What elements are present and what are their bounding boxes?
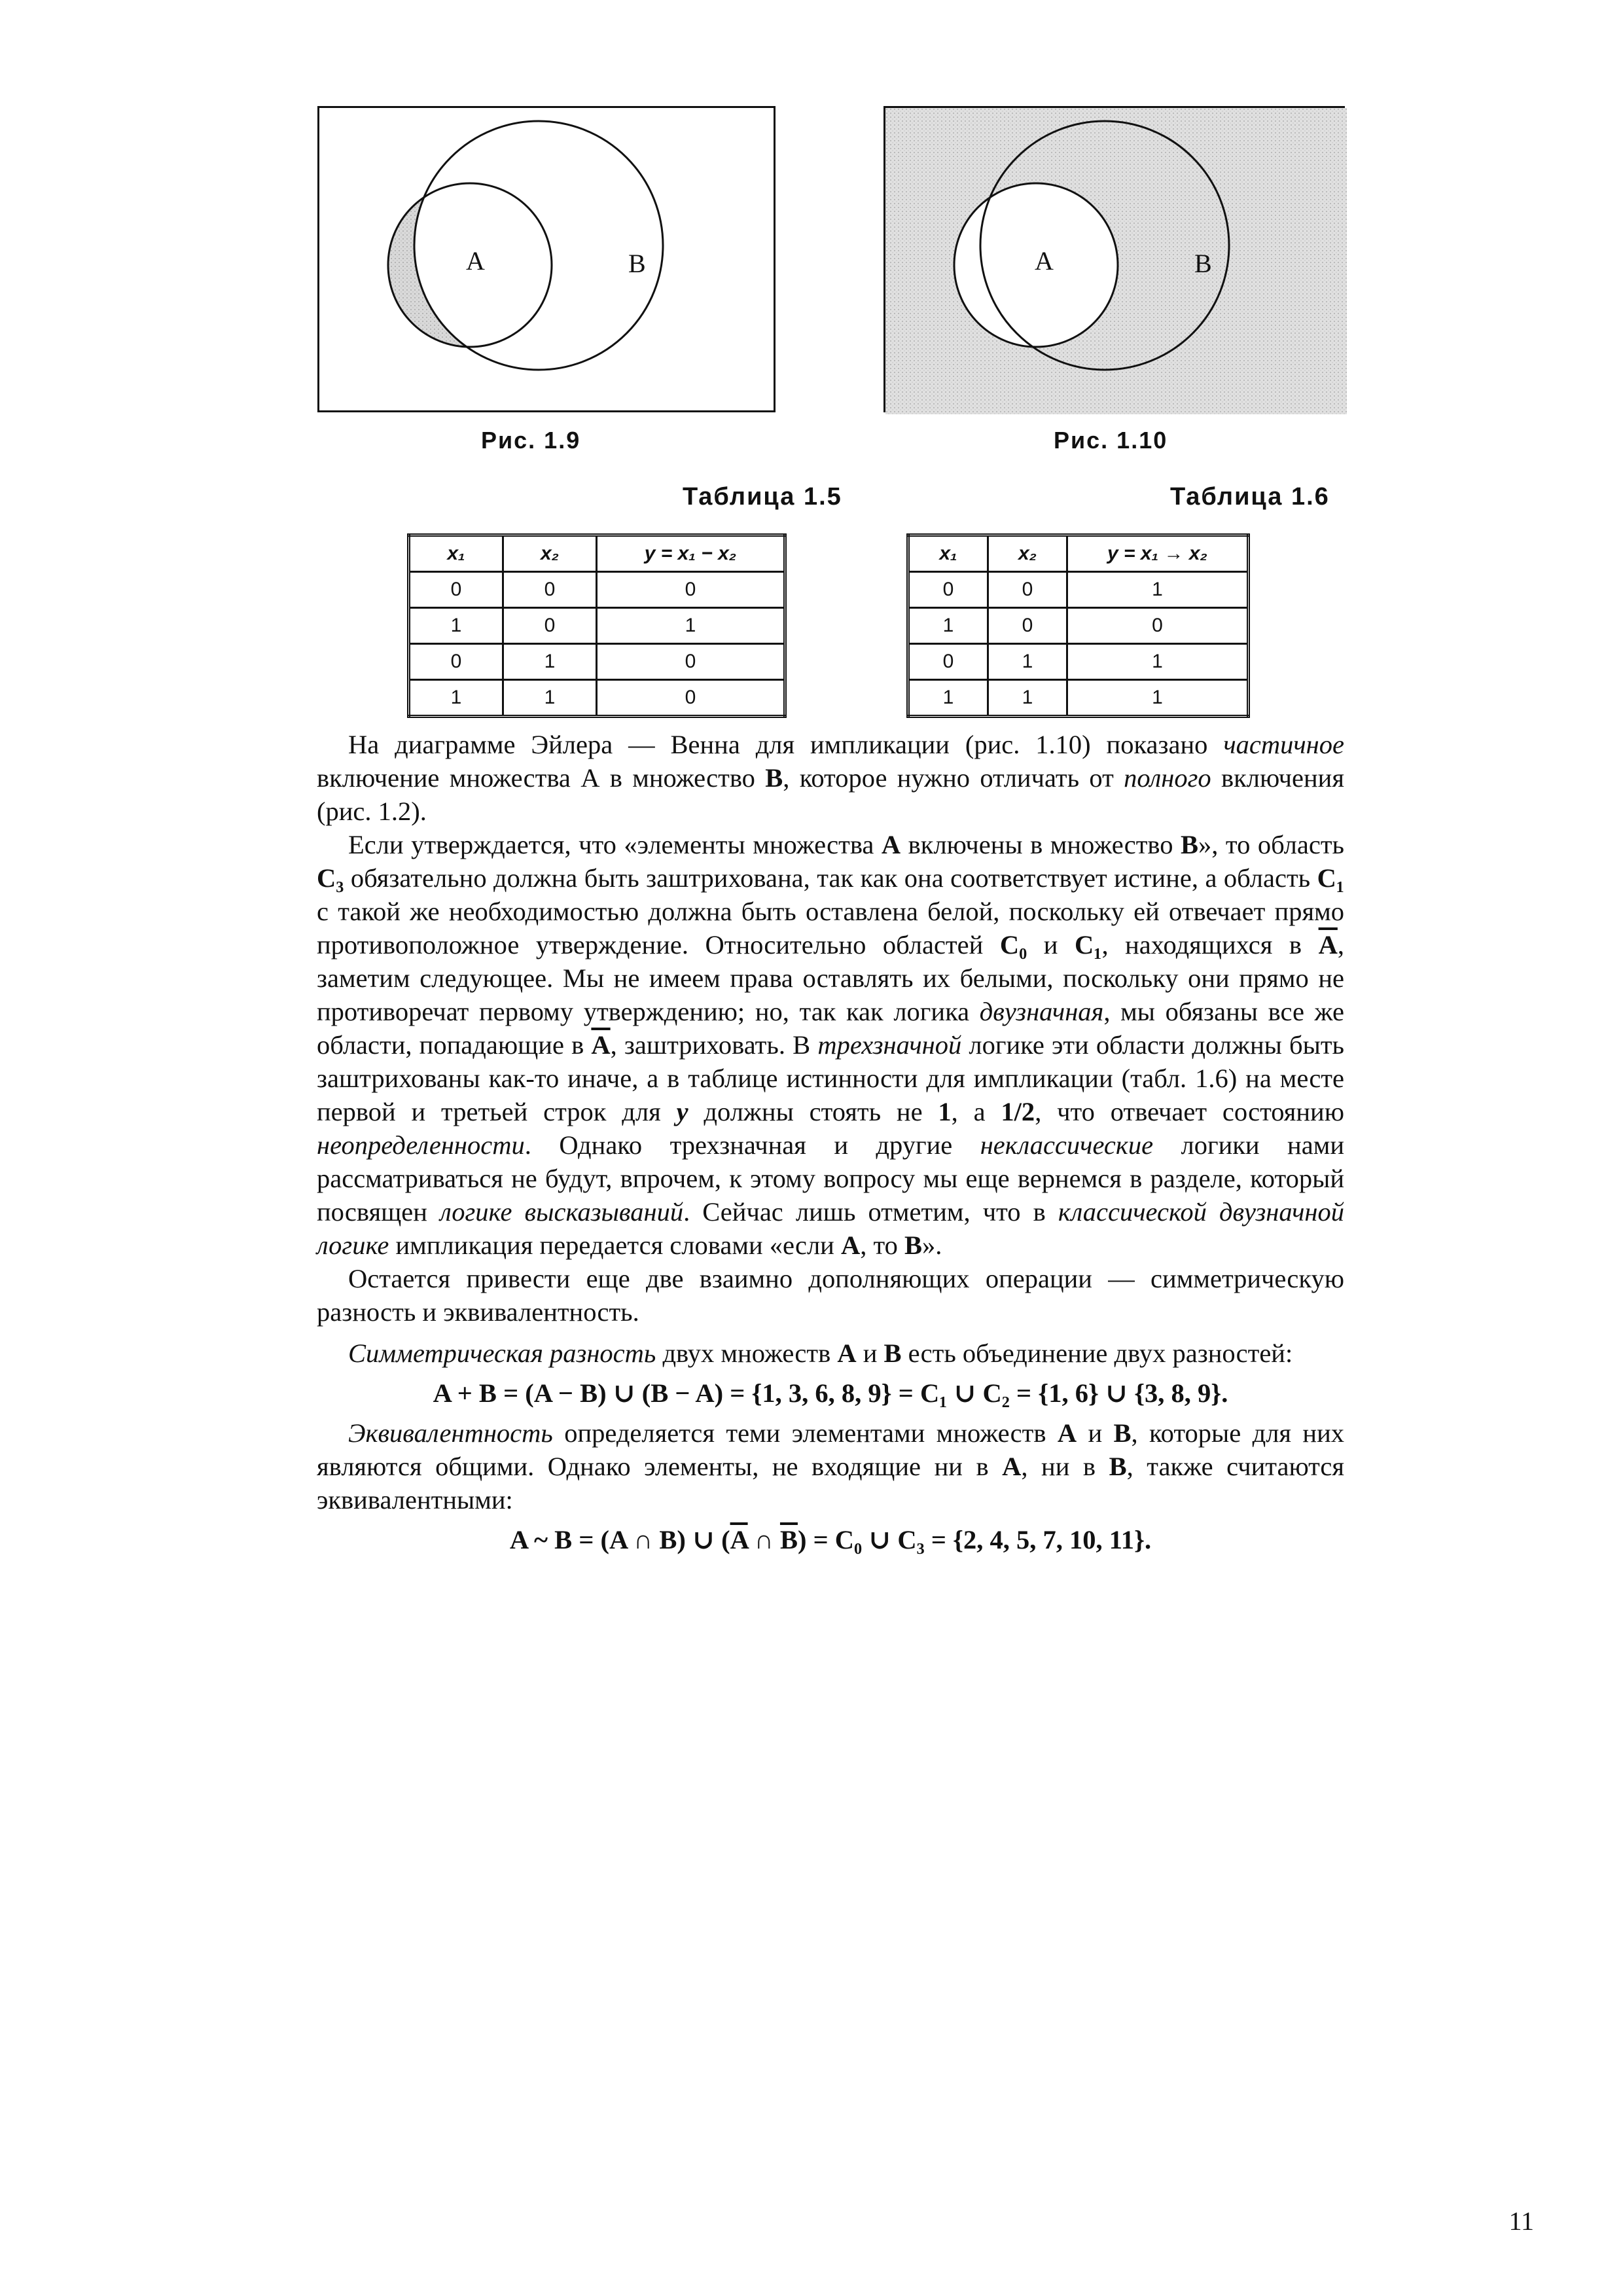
truth-table-difference [407, 533, 787, 718]
label-b: B [628, 249, 646, 278]
formula-symmetric-difference: A + B = (A − B) ∪ (B − A) = {1, 3, 6, 8, 9} = C₁ ∪ C₂ = {1, 6} ∪ {3, 8, 9}. [433, 1378, 1228, 1408]
table-cell: 1 [988, 644, 1067, 680]
table-cell: 1 [503, 680, 597, 717]
figure-1-9 [317, 106, 776, 412]
table-cell: 0 [597, 572, 785, 608]
table-cell: 0 [597, 644, 785, 680]
table-row [409, 572, 785, 608]
venn-diagram-implication [885, 108, 1347, 414]
table-header: x₂ [988, 535, 1067, 572]
paragraph-implication-regions: Если утверждается, что «элементы множества А включены в множество B», то область C₃ обязательно должна быть заштрихована, так как она соответствует истине, а область C₁ с такой же необходимостью должна быть оставлена белой, поскольку ей отвечает прямо противоположное утверждение. Относительно областей C₀ и C₁, находящихся в А, заметим следующее. Мы не имеем права оставлять их белыми, поскольку они прямо не противоречат первому утверждению; но, так как логика двузначная, мы обязаны все же области, попадающие в А, заштриховать. В трехзначной логике эти области должны быть заштрихованы как-то иначе, а в таблице истинности для импликации (табл. 1.6) на месте первой и третьей строк для y должны стоять не 1, а 1/2, что отвечает состоянию неопределенности. Однако трехзначная и другие неклассические логики нами рассматриваться не будут, впрочем, к этому вопросу мы еще вернемся в разделе, который посвящен логике высказываний. Сейчас лишь отметим, что в классической двузначной логике импликация передается словами «если A, то B». [317, 830, 1345, 1260]
table-cell: 0 [503, 572, 597, 608]
table-header: x₁ [908, 535, 988, 572]
table-row [409, 608, 785, 644]
table-cell: 1 [1067, 680, 1249, 717]
venn-diagram-difference [319, 108, 777, 414]
table-cell: 1 [1067, 572, 1249, 608]
table-1-6-caption: Таблица 1.6 [1170, 483, 1330, 511]
table-cell: 0 [908, 572, 988, 608]
table-header: x₂ [503, 535, 597, 572]
table-cell: 1 [409, 608, 503, 644]
table-cell: 0 [908, 644, 988, 680]
table-cell: 1 [503, 644, 597, 680]
table-header: x₁ [409, 535, 503, 572]
paragraph-remaining-operations: Остается привести еще две взаимно дополняющих операции — симметрическую разность и эквивалентность. [317, 1264, 1344, 1327]
table-row [908, 644, 1249, 680]
table-row [908, 680, 1249, 717]
table-header: y = x₁ − x₂ [597, 535, 785, 572]
label-a: A [466, 246, 485, 276]
table-1-5-caption: Таблица 1.5 [683, 483, 842, 511]
table-cell: 0 [597, 680, 785, 717]
table-cell: 1 [988, 680, 1067, 717]
table-cell: 1 [908, 680, 988, 717]
table-row [409, 644, 785, 680]
label-a: A [1035, 246, 1054, 276]
table-cell: 1 [1067, 644, 1249, 680]
label-b: B [1194, 249, 1212, 278]
table-cell: 0 [1067, 608, 1249, 644]
paragraph-equivalence: Эквивалентность определяется теми элементами множеств A и B, которые для них являются общими. Однако элементы, не входящие ни в A, ни в B, также считаются эквивалентными: [317, 1418, 1344, 1515]
table-cell: 0 [988, 608, 1067, 644]
table-cell: 0 [988, 572, 1067, 608]
table-cell: 0 [409, 644, 503, 680]
table-row [908, 572, 1249, 608]
paragraph-symmetric-difference: Симметрическая разность двух множеств A и B есть объединение двух разностей: [348, 1338, 1293, 1368]
table-cell: 0 [409, 572, 503, 608]
formula-equivalence: A ~ B = (A ∩ B) ∪ ($\overline{A}$ ∩ $\overline{B}) = C_0$ ∪ C₃ = {2, 4, 5, 7, 10, 11}. [509, 1525, 1152, 1554]
figure-1-10-caption: Рис. 1.10 [1054, 427, 1168, 454]
figure-1-10 [883, 106, 1345, 412]
table-row [908, 608, 1249, 644]
page-number: 11 [1508, 2206, 1534, 2236]
table-header: y = x₁ → x₂ [1067, 535, 1249, 572]
table-cell: 1 [409, 680, 503, 717]
table-cell: 1 [908, 608, 988, 644]
paragraph-implication-intro: На диаграмме Эйлера — Венна для импликации (рис. 1.10) показано частичное включение множества А в множество B, которое нужно отличать от полного включения (рис. 1.2). [317, 730, 1344, 826]
table-cell: 0 [503, 608, 597, 644]
table-cell: 1 [597, 608, 785, 644]
figure-1-9-caption: Рис. 1.9 [481, 427, 581, 454]
table-row [409, 680, 785, 717]
truth-table-implication [906, 533, 1250, 718]
body-text [317, 728, 1344, 1563]
